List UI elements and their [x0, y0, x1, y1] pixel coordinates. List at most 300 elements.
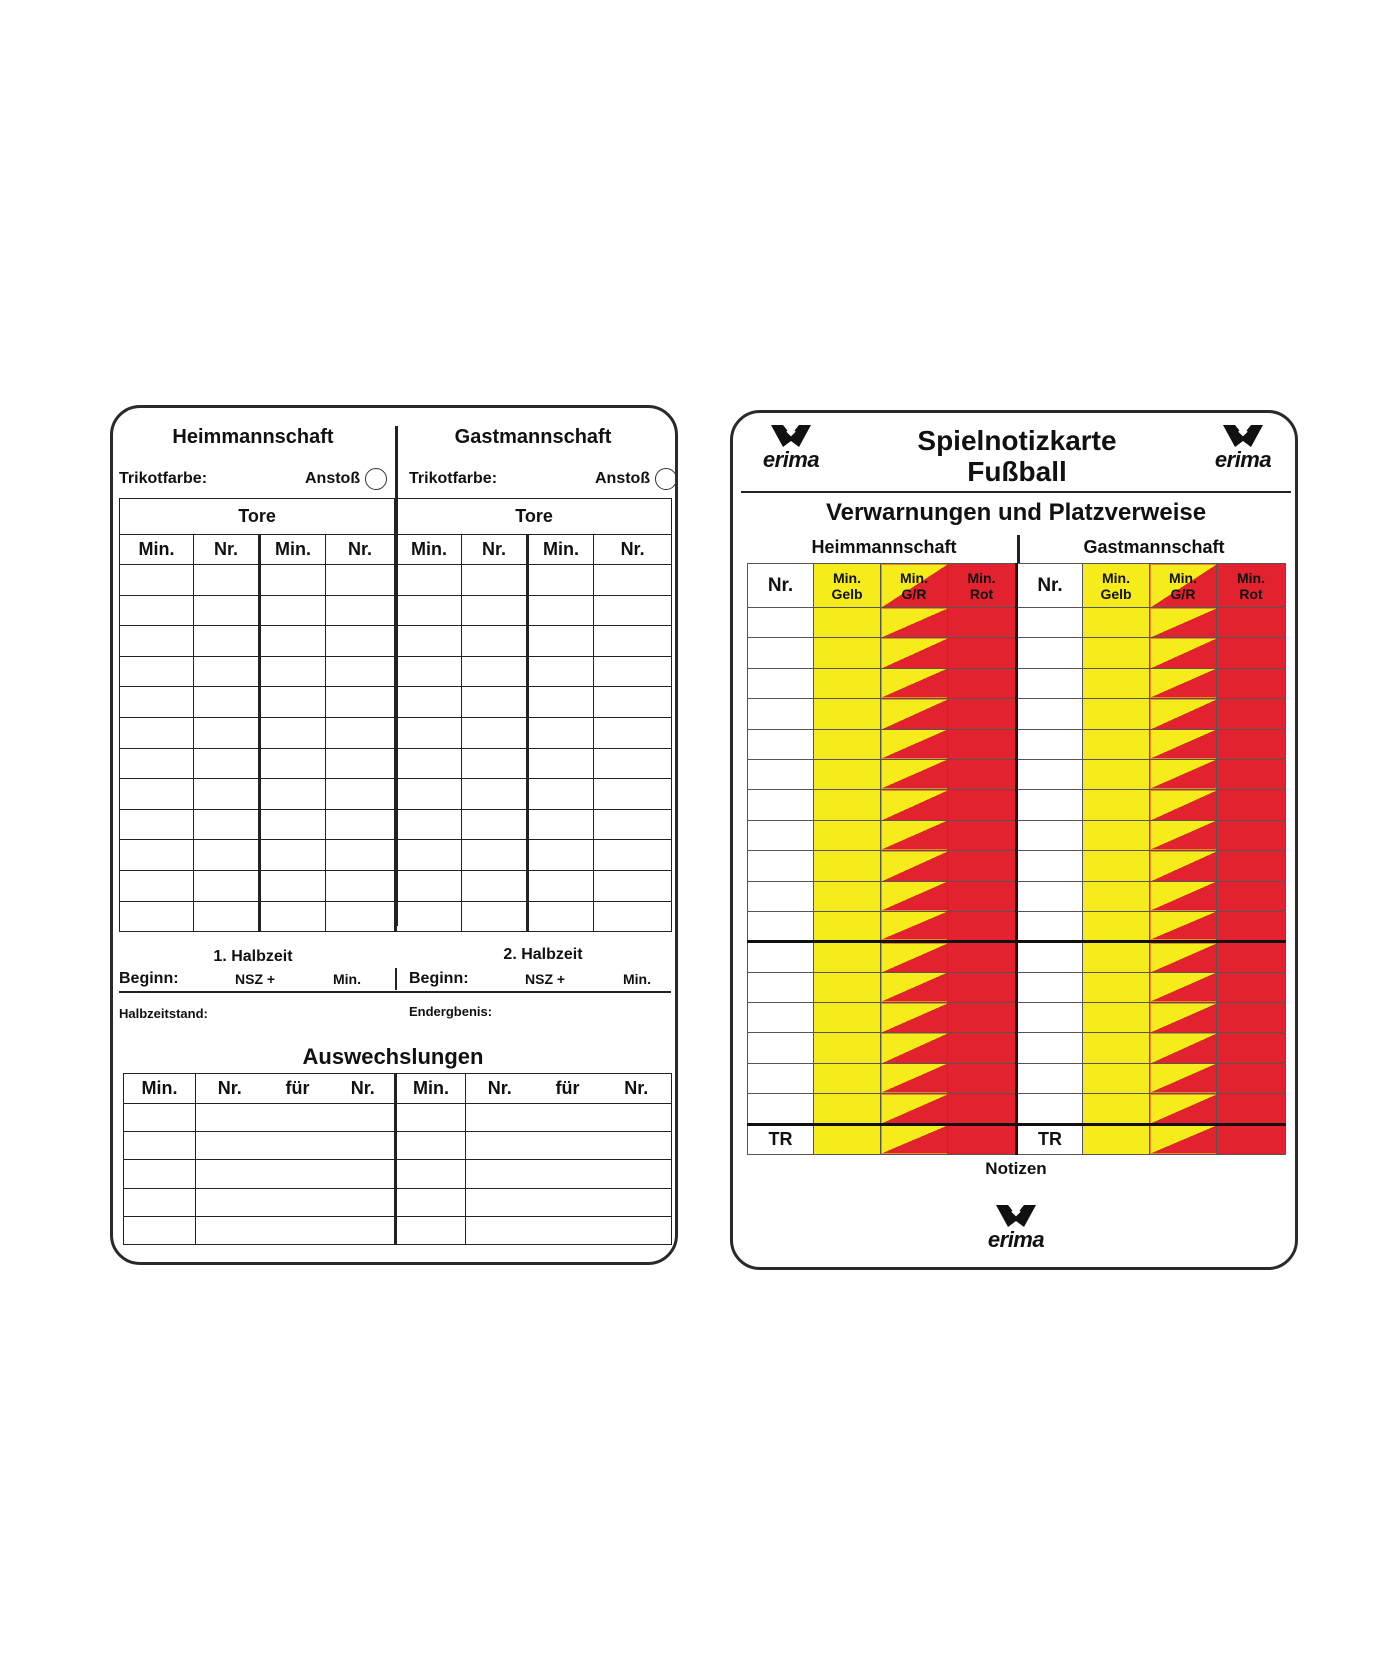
sub-players-cell[interactable]	[196, 1132, 396, 1160]
caution-number-cell[interactable]	[748, 972, 814, 1002]
yellow-minute-cell[interactable]	[814, 972, 881, 1002]
goal-number-cell[interactable]	[462, 595, 528, 626]
yellow-minute-cell[interactable]	[814, 911, 881, 941]
goal-minute-cell[interactable]	[260, 779, 326, 810]
red-minute-cell[interactable]	[1217, 881, 1286, 911]
goal-number-cell[interactable]	[594, 565, 672, 596]
goal-minute-cell[interactable]	[396, 687, 462, 718]
caution-number-cell[interactable]	[1017, 911, 1083, 941]
caution-number-cell[interactable]	[1017, 881, 1083, 911]
goal-minute-cell[interactable]	[260, 901, 326, 932]
goal-minute-cell[interactable]	[396, 840, 462, 871]
goal-minute-cell[interactable]	[120, 687, 194, 718]
tr-yellow-cell[interactable]	[814, 1124, 881, 1154]
goal-number-cell[interactable]	[326, 779, 396, 810]
goals-col-min: Min.	[396, 535, 462, 565]
caution-row	[748, 699, 1286, 729]
goal-minute-cell[interactable]	[396, 748, 462, 779]
red-minute-cell[interactable]	[948, 668, 1017, 698]
sub-players-cell[interactable]	[466, 1160, 672, 1188]
goal-number-cell[interactable]	[594, 901, 672, 932]
second-yellow-minute-cell[interactable]	[881, 911, 948, 941]
goal-number-cell[interactable]	[462, 779, 528, 810]
second-yellow-minute-cell[interactable]	[881, 759, 948, 789]
goal-minute-cell[interactable]	[260, 717, 326, 748]
red-minute-cell[interactable]	[948, 638, 1017, 668]
caution-number-cell[interactable]	[748, 699, 814, 729]
goal-minute-cell[interactable]	[396, 901, 462, 932]
goal-minute-cell[interactable]	[396, 809, 462, 840]
goal-minute-cell[interactable]	[528, 748, 594, 779]
goal-number-cell[interactable]	[194, 840, 260, 871]
red-minute-cell[interactable]	[1217, 790, 1286, 820]
erima-wordmark: erima	[1214, 447, 1272, 472]
goal-minute-cell[interactable]	[120, 656, 194, 687]
goal-minute-cell[interactable]	[120, 626, 194, 657]
second-yellow-minute-cell[interactable]	[1150, 699, 1217, 729]
second-yellow-minute-cell[interactable]	[1150, 1003, 1217, 1033]
red-minute-cell[interactable]	[1217, 608, 1286, 638]
goal-number-cell[interactable]	[594, 748, 672, 779]
red-minute-cell[interactable]	[948, 1003, 1017, 1033]
yellow-minute-cell[interactable]	[814, 638, 881, 668]
goal-minute-cell[interactable]	[528, 901, 594, 932]
red-minute-cell[interactable]	[948, 942, 1017, 972]
caution-number-cell[interactable]	[748, 790, 814, 820]
tr-yellow-cell[interactable]	[1083, 1124, 1150, 1154]
red-minute-cell[interactable]	[948, 1033, 1017, 1063]
red-minute-cell[interactable]	[948, 820, 1017, 850]
red-minute-cell[interactable]	[948, 972, 1017, 1002]
goal-number-cell[interactable]	[194, 901, 260, 932]
goal-minute-cell[interactable]	[528, 656, 594, 687]
yellow-minute-cell[interactable]	[1083, 759, 1150, 789]
caution-row	[748, 942, 1286, 972]
yellow-minute-cell[interactable]	[1083, 1094, 1150, 1124]
yellow-minute-cell[interactable]	[1083, 699, 1150, 729]
erima-logo-icon	[1221, 423, 1265, 449]
goal-minute-cell[interactable]	[396, 626, 462, 657]
red-minute-cell[interactable]	[1217, 972, 1286, 1002]
second-yellow-minute-cell[interactable]	[1150, 972, 1217, 1002]
goal-minute-cell[interactable]	[528, 840, 594, 871]
caution-number-cell[interactable]	[1017, 972, 1083, 1002]
second-yellow-minute-cell[interactable]	[1150, 1094, 1217, 1124]
yellow-minute-cell[interactable]	[814, 851, 881, 881]
away-kickoff-checkbox[interactable]	[655, 468, 677, 490]
away-goals-title: Tore	[396, 499, 672, 535]
goal-minute-cell[interactable]	[260, 687, 326, 718]
col-second-yellow-bottom: G/R	[1170, 585, 1196, 602]
second-yellow-minute-cell[interactable]	[881, 942, 948, 972]
goal-number-cell[interactable]	[594, 809, 672, 840]
red-minute-cell[interactable]	[1217, 729, 1286, 759]
goal-minute-cell[interactable]	[260, 809, 326, 840]
goal-minute-cell[interactable]	[260, 840, 326, 871]
second-yellow-minute-cell[interactable]	[1150, 851, 1217, 881]
red-minute-cell[interactable]	[1217, 1033, 1286, 1063]
yellow-minute-cell[interactable]	[1083, 881, 1150, 911]
second-yellow-minute-cell[interactable]	[1150, 911, 1217, 941]
goal-number-cell[interactable]	[326, 626, 396, 657]
second-yellow-minute-cell[interactable]	[1150, 668, 1217, 698]
yellow-minute-cell[interactable]	[1083, 1033, 1150, 1063]
goal-number-cell[interactable]	[194, 870, 260, 901]
red-minute-cell[interactable]	[1217, 1003, 1286, 1033]
goal-minute-cell[interactable]	[260, 565, 326, 596]
goal-minute-cell[interactable]	[396, 656, 462, 687]
goal-minute-cell[interactable]	[260, 748, 326, 779]
goal-minute-cell[interactable]	[120, 840, 194, 871]
goal-number-cell[interactable]	[462, 840, 528, 871]
goal-number-cell[interactable]	[462, 626, 528, 657]
sub-players-cell[interactable]	[196, 1188, 396, 1216]
second-yellow-minute-cell[interactable]	[1150, 638, 1217, 668]
sub-players-cell[interactable]	[196, 1216, 396, 1244]
goal-minute-cell[interactable]	[528, 870, 594, 901]
yellow-minute-cell[interactable]	[814, 1033, 881, 1063]
goals-row	[120, 656, 672, 687]
goal-number-cell[interactable]	[326, 595, 396, 626]
sub-minute-cell[interactable]	[124, 1104, 196, 1132]
second-yellow-minute-cell[interactable]	[881, 1063, 948, 1093]
caution-row	[748, 638, 1286, 668]
red-minute-cell[interactable]	[1217, 668, 1286, 698]
goal-number-cell[interactable]	[326, 901, 396, 932]
goal-minute-cell[interactable]	[260, 626, 326, 657]
yellow-minute-cell[interactable]	[1083, 729, 1150, 759]
caution-number-cell[interactable]	[748, 1063, 814, 1093]
sub-minute-cell[interactable]	[396, 1216, 466, 1244]
goal-minute-cell[interactable]	[396, 779, 462, 810]
caution-number-cell[interactable]	[1017, 1003, 1083, 1033]
red-minute-cell[interactable]	[1217, 820, 1286, 850]
yellow-minute-cell[interactable]	[814, 1003, 881, 1033]
sub-minute-cell[interactable]	[124, 1216, 196, 1244]
tr-red-cell[interactable]	[1217, 1124, 1286, 1154]
tr-second-yellow-cell[interactable]	[881, 1124, 948, 1154]
goal-number-cell[interactable]	[326, 870, 396, 901]
match-notes-card-back	[730, 410, 1298, 1270]
caution-number-cell[interactable]	[1017, 668, 1083, 698]
goal-minute-cell[interactable]	[120, 809, 194, 840]
goal-minute-cell[interactable]	[528, 779, 594, 810]
goal-number-cell[interactable]	[326, 565, 396, 596]
yellow-minute-cell[interactable]	[814, 1094, 881, 1124]
red-minute-cell[interactable]	[948, 790, 1017, 820]
caution-number-cell[interactable]	[1017, 790, 1083, 820]
red-minute-cell[interactable]	[1217, 911, 1286, 941]
second-half-nsz-label: NSZ +	[525, 971, 566, 987]
red-minute-cell[interactable]	[948, 608, 1017, 638]
second-yellow-minute-cell[interactable]	[881, 790, 948, 820]
goal-minute-cell[interactable]	[528, 565, 594, 596]
yellow-minute-cell[interactable]	[1083, 790, 1150, 820]
second-yellow-minute-cell[interactable]	[881, 729, 948, 759]
sub-minute-cell[interactable]	[124, 1188, 196, 1216]
final-score-label: Endergbenis:	[409, 1004, 493, 1019]
yellow-minute-cell[interactable]	[1083, 608, 1150, 638]
caution-number-cell[interactable]	[748, 911, 814, 941]
home-kickoff-checkbox[interactable]	[365, 468, 387, 490]
goal-minute-cell[interactable]	[120, 901, 194, 932]
second-yellow-minute-cell[interactable]	[881, 668, 948, 698]
sub-minute-cell[interactable]	[396, 1160, 466, 1188]
goal-number-cell[interactable]	[326, 687, 396, 718]
goal-minute-cell[interactable]	[528, 626, 594, 657]
second-yellow-minute-cell[interactable]	[881, 881, 948, 911]
caution-number-cell[interactable]	[1017, 638, 1083, 668]
goal-number-cell[interactable]	[326, 656, 396, 687]
second-yellow-minute-cell[interactable]	[881, 851, 948, 881]
goal-number-cell[interactable]	[462, 565, 528, 596]
sub-players-cell[interactable]	[196, 1104, 396, 1132]
caution-number-cell[interactable]	[1017, 1094, 1083, 1124]
goal-number-cell[interactable]	[462, 687, 528, 718]
yellow-minute-cell[interactable]	[1083, 668, 1150, 698]
goal-number-cell[interactable]	[594, 717, 672, 748]
sub-players-cell[interactable]	[466, 1104, 672, 1132]
goal-number-cell[interactable]	[462, 748, 528, 779]
subs-col-nr: Nr.	[466, 1074, 534, 1104]
goal-number-cell[interactable]	[326, 809, 396, 840]
caution-number-cell[interactable]	[1017, 1033, 1083, 1063]
yellow-minute-cell[interactable]	[1083, 972, 1150, 1002]
caution-number-cell[interactable]	[748, 820, 814, 850]
yellow-minute-cell[interactable]	[1083, 851, 1150, 881]
second-yellow-minute-cell[interactable]	[881, 820, 948, 850]
yellow-minute-cell[interactable]	[1083, 1063, 1150, 1093]
caution-row	[748, 820, 1286, 850]
red-minute-cell[interactable]	[948, 759, 1017, 789]
yellow-minute-cell[interactable]	[814, 729, 881, 759]
second-yellow-minute-cell[interactable]	[881, 1003, 948, 1033]
caution-number-cell[interactable]	[748, 1003, 814, 1033]
goals-row	[120, 779, 672, 810]
red-minute-cell[interactable]	[1217, 759, 1286, 789]
caution-number-cell[interactable]	[748, 942, 814, 972]
caution-number-cell[interactable]	[748, 1094, 814, 1124]
erima-wordmark: erima	[762, 447, 820, 472]
yellow-minute-cell[interactable]	[1083, 911, 1150, 941]
yellow-minute-cell[interactable]	[814, 1063, 881, 1093]
goals-col-min: Min.	[528, 535, 594, 565]
goal-number-cell[interactable]	[594, 626, 672, 657]
yellow-minute-cell[interactable]	[1083, 820, 1150, 850]
caution-number-cell[interactable]	[748, 638, 814, 668]
yellow-minute-cell[interactable]	[814, 881, 881, 911]
second-yellow-minute-cell[interactable]	[1150, 881, 1217, 911]
goal-number-cell[interactable]	[326, 748, 396, 779]
substitution-rows	[124, 1104, 672, 1245]
red-minute-cell[interactable]	[948, 729, 1017, 759]
goals-row	[120, 748, 672, 779]
second-yellow-minute-cell[interactable]	[1150, 608, 1217, 638]
caution-number-cell[interactable]	[1017, 759, 1083, 789]
yellow-minute-cell[interactable]	[1083, 942, 1150, 972]
red-minute-cell[interactable]	[948, 851, 1017, 881]
goal-number-cell[interactable]	[194, 717, 260, 748]
second-yellow-minute-cell[interactable]	[1150, 790, 1217, 820]
goal-minute-cell[interactable]	[260, 656, 326, 687]
goals-row	[120, 717, 672, 748]
sub-minute-cell[interactable]	[124, 1132, 196, 1160]
sub-players-cell[interactable]	[466, 1132, 672, 1160]
subs-col-for: für	[264, 1074, 332, 1104]
sub-minute-cell[interactable]	[124, 1160, 196, 1188]
goal-number-cell[interactable]	[594, 840, 672, 871]
goal-number-cell[interactable]	[194, 779, 260, 810]
caution-number-cell[interactable]	[748, 759, 814, 789]
goal-minute-cell[interactable]	[528, 595, 594, 626]
goal-minute-cell[interactable]	[528, 809, 594, 840]
second-yellow-minute-cell[interactable]	[881, 608, 948, 638]
card-title-line1: Spielnotizkarte	[917, 425, 1117, 456]
tr-red-cell[interactable]	[948, 1124, 1017, 1154]
goal-number-cell[interactable]	[594, 687, 672, 718]
red-minute-cell[interactable]	[948, 911, 1017, 941]
caution-number-cell[interactable]	[1017, 729, 1083, 759]
sub-minute-cell[interactable]	[396, 1132, 466, 1160]
yellow-minute-cell[interactable]	[1083, 1003, 1150, 1033]
red-minute-cell[interactable]	[1217, 1063, 1286, 1093]
second-yellow-minute-cell[interactable]	[1150, 729, 1217, 759]
caution-row	[748, 881, 1286, 911]
caution-number-cell[interactable]	[748, 608, 814, 638]
caution-number-cell[interactable]	[748, 1033, 814, 1063]
yellow-minute-cell[interactable]	[814, 759, 881, 789]
goal-number-cell[interactable]	[194, 748, 260, 779]
red-minute-cell[interactable]	[1217, 1094, 1286, 1124]
col-red	[1217, 564, 1286, 608]
sub-players-cell[interactable]	[466, 1216, 672, 1244]
goal-minute-cell[interactable]	[528, 687, 594, 718]
goals-row	[120, 687, 672, 718]
goal-number-cell[interactable]	[194, 656, 260, 687]
second-yellow-minute-cell[interactable]	[1150, 759, 1217, 789]
second-yellow-minute-cell[interactable]	[881, 1033, 948, 1063]
caution-number-cell[interactable]	[748, 881, 814, 911]
second-yellow-minute-cell[interactable]	[1150, 1063, 1217, 1093]
second-yellow-minute-cell[interactable]	[881, 638, 948, 668]
goal-number-cell[interactable]	[462, 656, 528, 687]
sub-players-cell[interactable]	[466, 1188, 672, 1216]
goal-number-cell[interactable]	[594, 779, 672, 810]
goal-number-cell[interactable]	[194, 565, 260, 596]
goal-number-cell[interactable]	[462, 809, 528, 840]
goal-minute-cell[interactable]	[396, 595, 462, 626]
goal-number-cell[interactable]	[194, 626, 260, 657]
goals-table	[119, 498, 672, 932]
caution-number-cell[interactable]	[1017, 699, 1083, 729]
caution-number-cell[interactable]	[1017, 942, 1083, 972]
caution-number-cell[interactable]	[1017, 1063, 1083, 1093]
goal-minute-cell[interactable]	[260, 870, 326, 901]
goal-number-cell[interactable]	[462, 870, 528, 901]
red-minute-cell[interactable]	[1217, 942, 1286, 972]
substitution-row	[124, 1104, 672, 1132]
goal-minute-cell[interactable]	[120, 717, 194, 748]
caution-number-cell[interactable]	[748, 851, 814, 881]
goal-minute-cell[interactable]	[260, 595, 326, 626]
match-notes-card-front	[110, 405, 678, 1265]
goal-minute-cell[interactable]	[396, 717, 462, 748]
goal-minute-cell[interactable]	[120, 565, 194, 596]
caution-number-cell[interactable]	[1017, 851, 1083, 881]
goal-minute-cell[interactable]	[120, 779, 194, 810]
first-half-min-label: Min.	[333, 971, 361, 987]
home-kit-color-label: Trikotfarbe:	[119, 470, 208, 487]
yellow-minute-cell[interactable]	[1083, 638, 1150, 668]
second-yellow-minute-cell[interactable]	[881, 1094, 948, 1124]
red-minute-cell[interactable]	[948, 1094, 1017, 1124]
goal-number-cell[interactable]	[194, 595, 260, 626]
tr-second-yellow-cell[interactable]	[1150, 1124, 1217, 1154]
goal-minute-cell[interactable]	[396, 565, 462, 596]
yellow-minute-cell[interactable]	[814, 820, 881, 850]
caution-number-cell[interactable]	[1017, 608, 1083, 638]
red-minute-cell[interactable]	[948, 1063, 1017, 1093]
goal-number-cell[interactable]	[594, 656, 672, 687]
red-minute-cell[interactable]	[1217, 699, 1286, 729]
sub-players-cell[interactable]	[196, 1160, 396, 1188]
yellow-minute-cell[interactable]	[814, 608, 881, 638]
sub-minute-cell[interactable]	[396, 1188, 466, 1216]
goal-number-cell[interactable]	[594, 595, 672, 626]
caution-number-cell[interactable]	[1017, 820, 1083, 850]
second-yellow-minute-cell[interactable]	[1150, 942, 1217, 972]
caution-number-cell[interactable]	[748, 668, 814, 698]
goal-minute-cell[interactable]	[120, 748, 194, 779]
tr-label: TR	[1017, 1124, 1083, 1154]
red-minute-cell[interactable]	[1217, 638, 1286, 668]
first-half-begin-label: Beginn:	[119, 970, 179, 987]
home-team-heading: Heimmannschaft	[811, 537, 957, 557]
second-yellow-minute-cell[interactable]	[1150, 1033, 1217, 1063]
card-title-line2: Fußball	[967, 456, 1067, 487]
yellow-minute-cell[interactable]	[814, 699, 881, 729]
goals-row	[120, 595, 672, 626]
goal-number-cell[interactable]	[194, 687, 260, 718]
subs-col-nr: Nr.	[196, 1074, 264, 1104]
goal-minute-cell[interactable]	[396, 870, 462, 901]
goal-minute-cell[interactable]	[120, 595, 194, 626]
col-red	[948, 564, 1017, 608]
second-yellow-minute-cell[interactable]	[1150, 820, 1217, 850]
second-yellow-minute-cell[interactable]	[881, 972, 948, 1002]
yellow-minute-cell[interactable]	[814, 942, 881, 972]
home-team-heading: Heimmannschaft	[172, 426, 334, 448]
red-minute-cell[interactable]	[948, 699, 1017, 729]
sub-minute-cell[interactable]	[396, 1104, 466, 1132]
erima-logo-bottom	[976, 1203, 1056, 1253]
goal-minute-cell[interactable]	[120, 870, 194, 901]
yellow-minute-cell[interactable]	[814, 668, 881, 698]
red-minute-cell[interactable]	[948, 881, 1017, 911]
goal-number-cell[interactable]	[462, 717, 528, 748]
goal-number-cell[interactable]	[462, 901, 528, 932]
caution-number-cell[interactable]	[748, 729, 814, 759]
goal-number-cell[interactable]	[194, 809, 260, 840]
yellow-minute-cell[interactable]	[814, 790, 881, 820]
second-yellow-minute-cell[interactable]	[881, 699, 948, 729]
red-minute-cell[interactable]	[1217, 851, 1286, 881]
goal-number-cell[interactable]	[326, 717, 396, 748]
goal-minute-cell[interactable]	[528, 717, 594, 748]
substitution-row	[124, 1132, 672, 1160]
goal-number-cell[interactable]	[326, 840, 396, 871]
goal-number-cell[interactable]	[594, 870, 672, 901]
